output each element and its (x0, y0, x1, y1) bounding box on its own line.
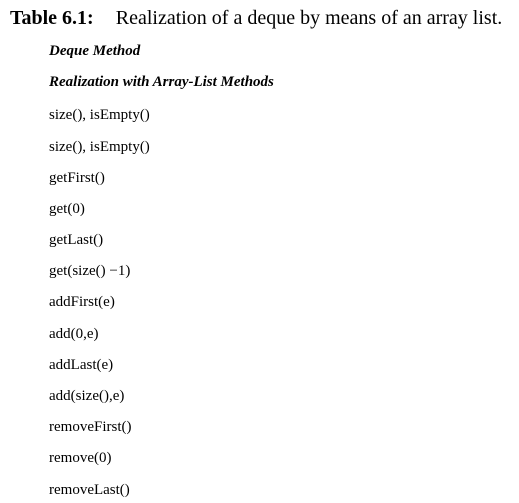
table-row: addFirst(e) (49, 294, 115, 310)
table-row: add(0,e) (49, 326, 99, 342)
table-row: size(), isEmpty() (49, 107, 150, 123)
table-number: Table 6.1: (10, 7, 94, 29)
table-row: get(size() −1) (49, 263, 131, 279)
column-header-deque-method: Deque Method (49, 43, 141, 59)
column-header-array-list-methods: Realization with Array-List Methods (49, 74, 274, 90)
table-caption (10, 6, 502, 30)
table-row: add(size(),e) (49, 388, 125, 404)
table-row: size(), isEmpty() (49, 139, 150, 155)
table-row: getLast() (49, 232, 104, 248)
table-row: remove(0) (49, 450, 112, 466)
table-row: removeFirst() (49, 419, 132, 435)
table-row: getFirst() (49, 170, 105, 186)
table-row: addLast(e) (49, 357, 114, 373)
table-row: get(0) (49, 201, 85, 217)
table-row: removeLast() (49, 482, 130, 498)
table-caption-text: Realization of a deque by means of an array list. (115, 7, 503, 29)
